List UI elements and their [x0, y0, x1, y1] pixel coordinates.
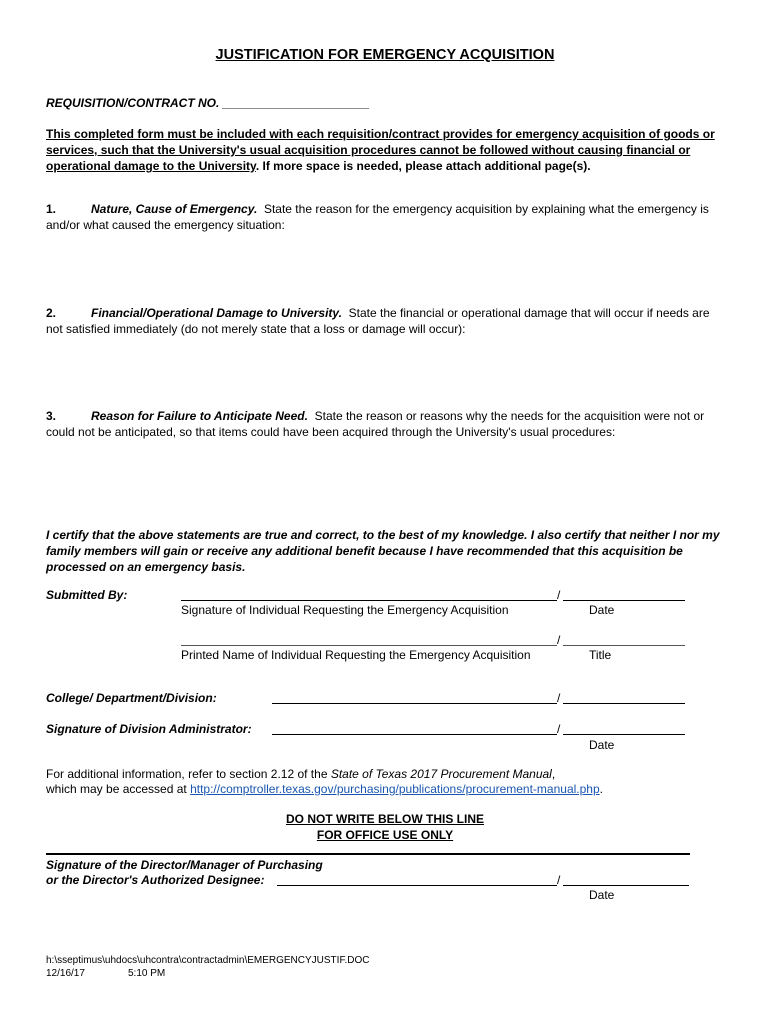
section-text: State the reason or reasons why the needs for the acquisition were not or could not be anticipated, so that items could have been acquired through the University's usual procedures: [46, 409, 705, 439]
section-nature-of-emergency [46, 201, 726, 233]
requester-signature-line[interactable] [181, 600, 557, 601]
college-extra-line[interactable] [563, 703, 685, 704]
section-heading: Reason for Failure to Anticipate Need. [91, 409, 308, 423]
separator-slash: / [557, 722, 561, 736]
separator-slash: / [557, 873, 561, 887]
submitted-by-label: Submitted By: [46, 588, 128, 602]
section-heading: Financial/Operational Damage to University. [91, 306, 342, 320]
office-divider [46, 853, 690, 855]
signature-caption: Signature of Individual Requesting the Emergency Acquisition [181, 603, 509, 617]
title-line[interactable] [563, 645, 685, 646]
title-caption: Title [589, 648, 612, 662]
requisition-contract-number: REQUISITION/CONTRACT NO. ______________________ [46, 96, 370, 110]
footer-time: 5:10 PM [128, 968, 166, 979]
printed-name-caption: Printed Name of Individual Requesting the Emergency Acquisition [181, 648, 531, 662]
division-administrator-label: Signature of Division Administrator: [46, 722, 252, 736]
college-department-label: College/ Department/Division: [46, 691, 217, 705]
certification-statement: I certify that the above statements are true and correct, to the best of my knowledge. I also certify that neither I nor my family members will gain or receive any additional benefit because I have recommended that this acquisition be processed on an emergency basis. [46, 528, 720, 574]
intro-rest: . If more space is needed, please attach additional page(s). [255, 159, 591, 173]
date-caption: Date [589, 603, 615, 617]
info-text: For additional information, refer to section 2.12 of the [46, 767, 331, 781]
info-text: which may be accessed at [46, 782, 191, 796]
section-heading: Nature, Cause of Emergency. [91, 202, 258, 216]
authorized-designee-label: or the Director's Authorized Designee: [46, 873, 265, 887]
info-line-2 [46, 782, 603, 796]
procurement-manual-link[interactable]: http://comptroller.texas.gov/purchasing/publications/procurement-manual.php [190, 782, 600, 796]
division-admin-date-line[interactable] [563, 734, 685, 735]
separator-slash: / [557, 633, 561, 647]
info-text: . [599, 782, 603, 796]
section-text: State the financial or operational damage that will occur if needs are not satisfied immediately (do not merely state that a loss or damage will occur): [46, 306, 710, 336]
footer-date: 12/16/17 [46, 968, 85, 979]
director-date-caption: Date [589, 888, 615, 902]
division-admin-signature-line[interactable] [272, 734, 557, 735]
separator-slash: / [557, 691, 561, 705]
section-number: 1. [46, 202, 57, 216]
info-text: , [551, 767, 556, 781]
separator-slash: / [557, 588, 561, 602]
division-date-caption: Date [589, 738, 615, 752]
form-title: JUSTIFICATION FOR EMERGENCY ACQUISITION [215, 47, 555, 63]
director-date-line[interactable] [563, 885, 689, 886]
printed-name-line[interactable] [181, 645, 557, 646]
section-number: 3. [46, 409, 57, 423]
file-path: h:\sseptimus\uhdocs\uhcontra\contractadmin\EMERGENCYJUSTIF.DOC [46, 955, 370, 966]
do-not-write-notice: DO NOT WRITE BELOW THIS LINE [286, 812, 484, 826]
intro-instructions [46, 126, 716, 174]
office-use-only-notice: FOR OFFICE USE ONLY [316, 828, 454, 842]
director-signature-line[interactable] [277, 885, 557, 886]
section-failure-to-anticipate [46, 408, 726, 440]
info-line-1 [46, 767, 555, 781]
procurement-manual-title: State of Texas 2017 Procurement Manual [330, 767, 552, 781]
college-department-line[interactable] [272, 703, 557, 704]
requester-date-line[interactable] [563, 600, 685, 601]
section-financial-damage [46, 305, 726, 337]
director-signature-label: Signature of the Director/Manager of Purchasing [46, 858, 323, 872]
intro-underlined: This completed form must be included with each requisition/contract provides for emergency acquisition of goods or services, such that the University's usual acquisition procedures cannot be followed without causing financial or operational damage to the University [46, 127, 715, 173]
section-text: State the reason for the emergency acquisition by explaining what the emergency is and/or what caused the emergency situation: [46, 202, 709, 232]
section-number: 2. [46, 306, 57, 320]
